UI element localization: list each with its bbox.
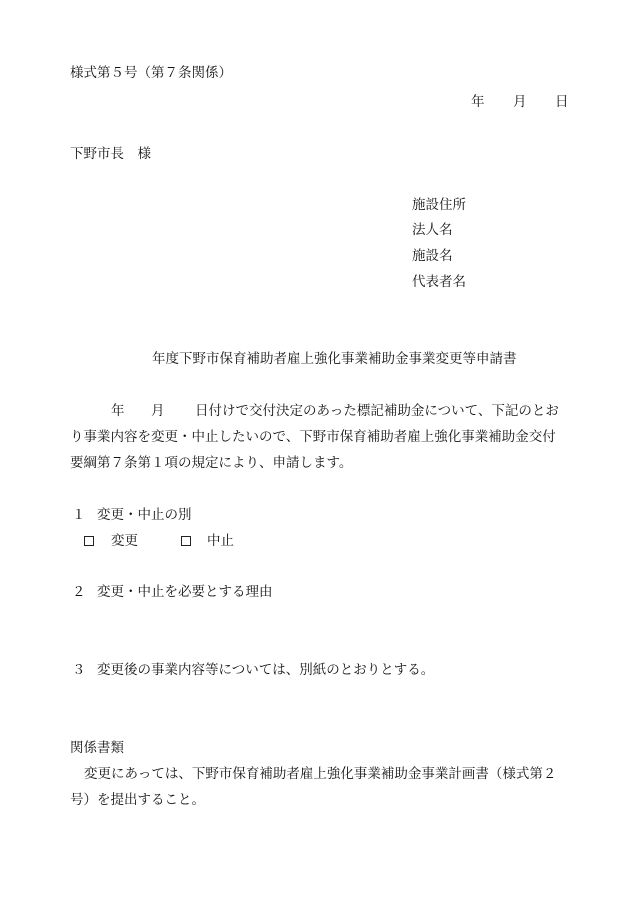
related-documents-line2: 号）を提出すること。	[70, 792, 205, 808]
facility-name-label: 施設名	[412, 248, 453, 264]
date-month-label: 月	[513, 94, 527, 110]
stop-checkbox[interactable]	[181, 536, 191, 546]
change-checkbox[interactable]	[84, 536, 94, 546]
item1-label: 変更・中止の別	[97, 507, 192, 523]
form-number: 様式第５号（第７条関係）	[70, 65, 232, 81]
body-month-label: 月	[151, 403, 165, 419]
related-documents-line1: 変更にあっては、下野市保育補助者雇上強化事業補助金事業計画書（様式第２	[84, 766, 557, 782]
corporation-name-label: 法人名	[412, 222, 453, 238]
body-line2: り事業内容を変更・中止したいので、下野市保育補助者雇上強化事業補助金交付	[70, 429, 556, 445]
addressee: 下野市長 様	[70, 146, 151, 162]
body-year-label: 年	[111, 403, 125, 419]
change-option-label: 変更	[111, 533, 138, 549]
body-line3: 要綱第７条第１項の規定により、申請します。	[70, 455, 353, 471]
related-documents-heading: 関係書類	[70, 740, 124, 756]
document-title: 年度下野市保育補助者雇上強化事業補助金事業変更等申請書	[152, 351, 517, 367]
representative-name-label: 代表者名	[412, 274, 466, 290]
item1-number: １	[72, 507, 86, 523]
item2-label: 変更・中止を必要とする理由	[97, 584, 273, 600]
date-day-label: 日	[555, 94, 569, 110]
date-year-label: 年	[471, 94, 485, 110]
item3-number: ３	[72, 662, 86, 678]
stop-option-label: 中止	[207, 533, 234, 549]
item3-label: 変更後の事業内容等については、別紙のとおりとする。	[97, 662, 435, 678]
item2-number: ２	[72, 584, 86, 600]
body-line1: 日付けで交付決定のあった標記補助金について、下記のとお	[195, 403, 559, 419]
facility-address-label: 施設住所	[412, 197, 466, 213]
